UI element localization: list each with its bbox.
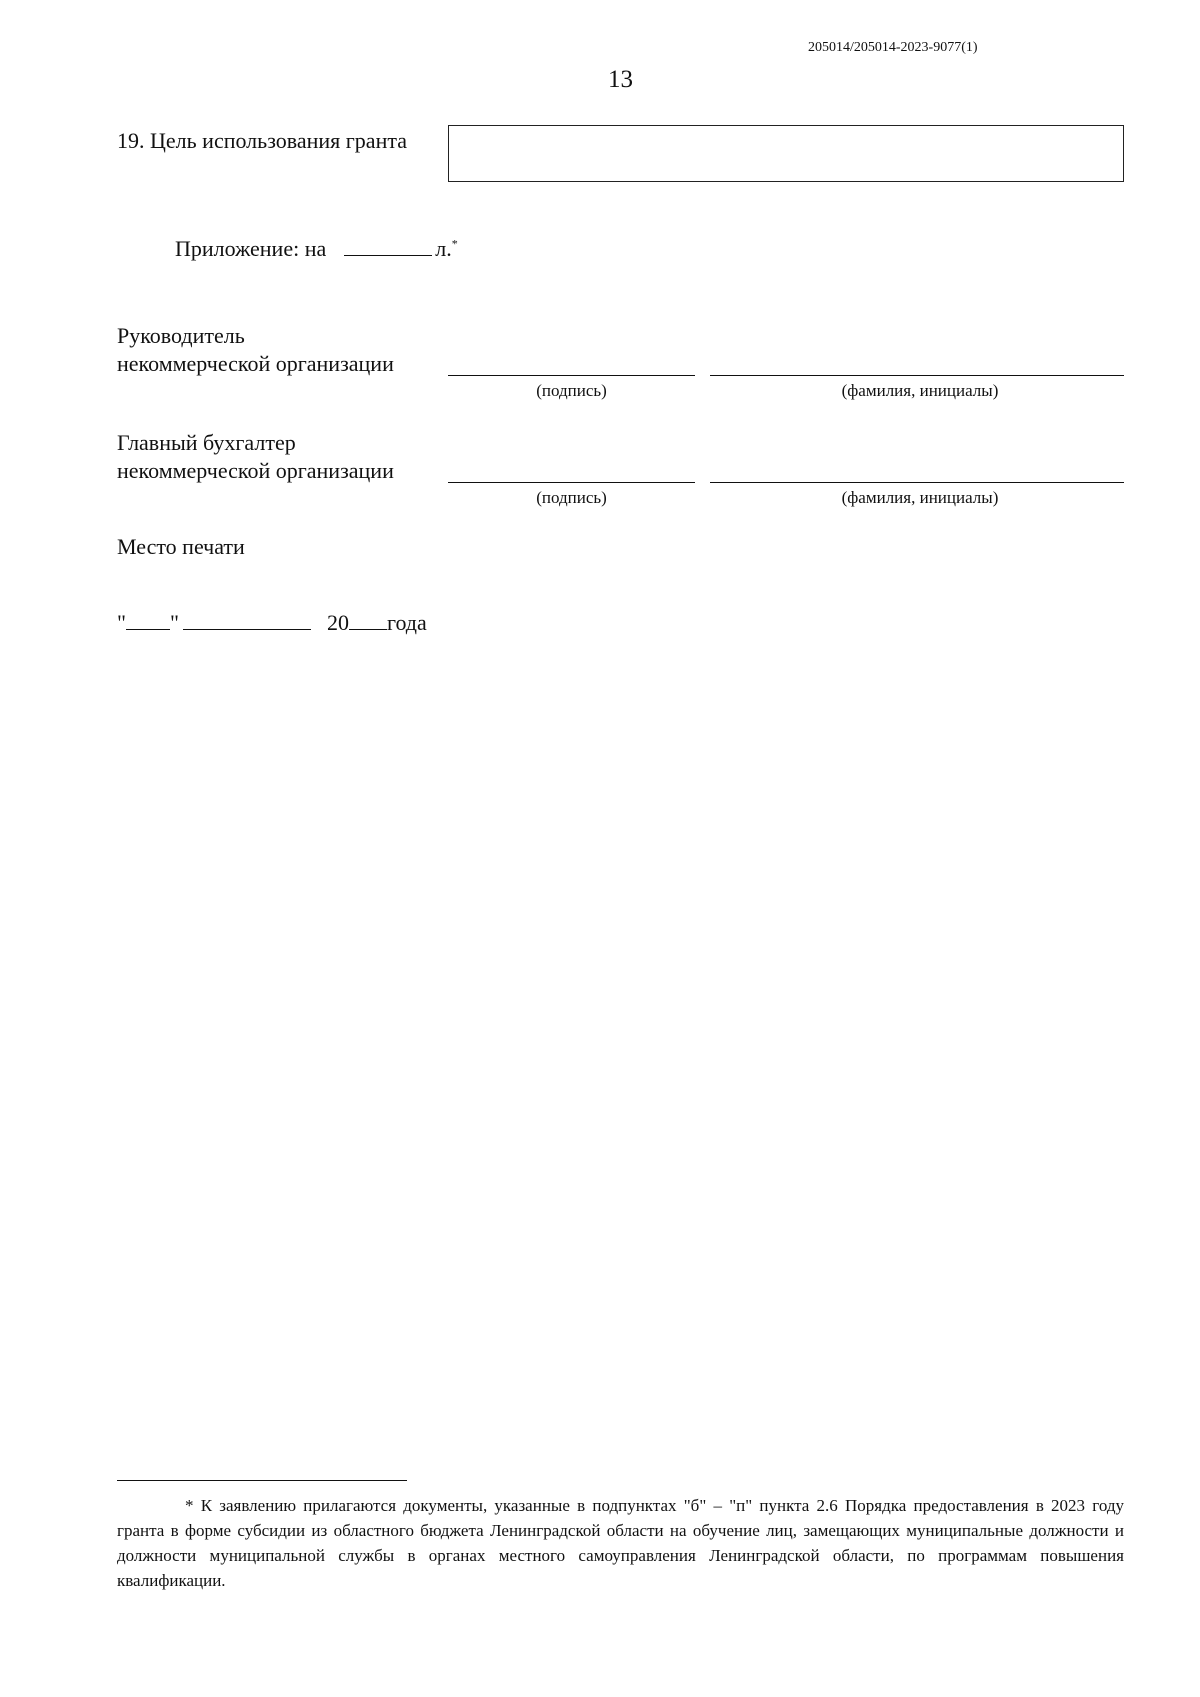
footnote-rule: [117, 1480, 407, 1481]
date-quote-open: ": [117, 610, 126, 635]
appendix-prefix: Приложение: на: [175, 236, 327, 261]
grant-purpose-field[interactable]: [448, 125, 1124, 182]
accountant-role-line2: некоммерческой организации: [117, 458, 394, 483]
appendix-suffix: л.: [435, 236, 452, 261]
head-signature-caption: (подпись): [536, 381, 607, 400]
head-role-label: [117, 322, 394, 378]
appendix-line: [175, 236, 458, 262]
accountant-role-line1: Главный бухгалтер: [117, 430, 296, 455]
date-day-blank[interactable]: [126, 611, 170, 630]
accountant-signature-caption: (подпись): [536, 488, 607, 507]
footnote-text: * К заявлению прилагаются документы, указанные в подпунктах "б" – "п" пункта 2.6 Порядка предоставления в 2023 году гранта в форме субсидии из областного бюджета Ленинградской области на обучение лиц, замещающих муниципальные должности и должности муниципальной службы в органах местного самоуправления Ленинградской области, по программам повышения квалификации.: [117, 1496, 1124, 1590]
date-line: [117, 610, 427, 636]
accountant-name-line[interactable]: [710, 482, 1124, 483]
grant-purpose-label: 19. Цель использования гранта: [117, 128, 407, 153]
accountant-name-caption: (фамилия, инициалы): [841, 488, 999, 507]
head-signature-line[interactable]: [448, 375, 695, 376]
head-name-line[interactable]: [710, 375, 1124, 376]
head-name-caption: (фамилия, инициалы): [841, 381, 999, 400]
date-month-blank[interactable]: [183, 611, 311, 630]
accountant-signature-line[interactable]: [448, 482, 695, 483]
accountant-role-label: [117, 429, 394, 485]
date-century: 20: [326, 610, 349, 635]
document-id: 205014/205014-2023-9077(1): [808, 40, 978, 55]
date-year-word: года: [386, 610, 427, 635]
date-year-blank[interactable]: [349, 611, 387, 630]
head-role-line1: Руководитель: [117, 323, 245, 348]
head-role-line2: некоммерческой организации: [117, 351, 394, 376]
appendix-footnote-mark: *: [451, 236, 458, 251]
page-number: 13: [608, 66, 633, 93]
stamp-place-label: Место печати: [117, 534, 245, 559]
date-quote-close: ": [169, 610, 179, 635]
appendix-pages-blank[interactable]: [344, 237, 432, 256]
